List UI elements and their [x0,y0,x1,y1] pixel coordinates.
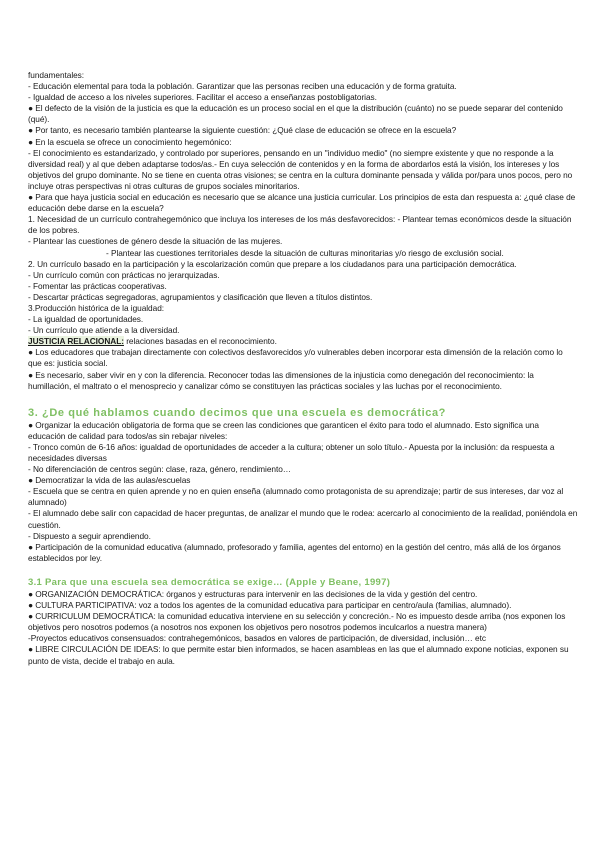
text-line: - El conocimiento es estandarizado, y controlado por superiores, pensando en un "individuo medio" (no siempre existente y que no responde a la diversidad real) y al que deben adaptarse todos/as.- En cuya selección de contenidos y en la forma de abordarlos está la visión, los intereses y los objetivos del grupo dominante. No se tiene en cuenta otras visiones; se centra en la cultura dominante pensada y válida por/para unos pocos, pero no incluye otras perspectivas ni otras culturas de grupos sociales minoritarios. [28,147,573,191]
text-line: ● En la escuela se ofrece un conocimiento hegemónico: [28,136,232,147]
text-line: 2. Un currículo basado en la participación y la escolarización común que prepare a los ciudadanos para una participación democrática. [28,258,517,269]
text-line: ● El defecto de la visión de la justicia es que la educación es un proceso social en el que la distribución (cuánto) no se puede separar del contenido (qué). [28,103,563,125]
text-line: - Tronco común de 6-16 años: igualdad de oportunidades de acceder a la cultura; obtener un solo título.- Apuesta por la inclusión: da respuesta a necesidades diversas [28,441,555,463]
text-line: - El alumnado debe salir con capacidad de hacer preguntas, de analizar el mundo que le rodea: acercarlo al conocimiento de la realidad, poniéndola en cuestión. [28,508,578,530]
text-line: ● Organizar la educación obligatoria de forma que se creen las condiciones que garanticen el éxito para todo el alumnado. Esto significa una educación de calidad para todos/as sin rebajar niveles: [28,419,539,441]
text-line: - Plantear las cuestiones de género desde la situación de las mujeres. [28,236,283,247]
text-line: ● Por tanto, es necesario también plantearse la siguiente cuestión: ¿Qué clase de educación se ofrece en la escuela? [28,125,457,136]
text-line: - Dispuesto a seguir aprendiendo. [28,530,151,541]
text-line: - Descartar prácticas segregadoras, agrupamientos y clasificación que lleven a títulos distintos. [28,291,373,302]
text-line: ● Democratizar la vida de las aulas/escuelas [28,475,191,486]
text-line: 1. Necesidad de un currículo contrahegemónico que incluya los intereses de los más desfavorecidos: - Plantear temas económicos desde la situación de los pobres. [28,214,572,236]
section-heading-3: 3. ¿De qué hablamos cuando decimos que una escuela es democrática? [28,406,446,419]
text-line: - Educación elemental para toda la población. Garantizar que las personas reciben una educación y de forma gratuita. [28,81,457,92]
spacer [28,392,578,406]
text-line: - La igualdad de oportunidades. [28,314,144,325]
text-line: ● Participación de la comunidad educativa (alumnado, profesorado y familia, agentes del entorno) en la gestión del centro, más allá de los órganos establecidos por ley. [28,541,561,563]
text-line: - Escuela que se centra en quien aprende y no en quien enseña (alumnado como protagonista de su aprendizaje; partir de sus intereses, dar voz al alumnado) [28,486,564,508]
text-line: ● Para que haya justicia social en educación es necesario que se alcance una justicia curricular. Los principios de esta dan respuesta a: ¿qué clase de educación debe darse en la escuela? [28,192,576,214]
text-line-indented: - Plantear las cuestiones territoriales desde la situación de culturas minoritarias y/o riesgo de exclusión social. [106,247,504,258]
relational-justice-term: JUSTICIA RELACIONAL: [28,336,124,347]
text-line: ● ORGANIZACIÓN DEMOCRÁTICA: órganos y estructuras para intervenir en las decisiones de la vida y gestión del centro. [28,588,478,599]
text-line: fundamentales: [28,70,85,80]
text-line: ● Los educadores que trabajan directamente con colectivos desfavorecidos y/o vulnerables deben incorporar esta dimensión de la relación como lo que es: justicia social. [28,347,563,369]
text-line: -Proyectos educativos consensuados: contrahegemónicos, basados en valores de participación, de diversidad, inclusión… etc [28,633,486,644]
text-line: - No diferenciación de centros según: clase, raza, género, rendimiento… [28,464,292,475]
text-line: - Un currículo que atiende a la diversidad. [28,325,180,336]
text-line: ● Es necesario, saber vivir en y con la diferencia. Reconocer todas las dimensiones de la injusticia como denegación del reconocimiento: la humillación, el maltrato o el menosprecio y canalizar cómo se constituyen las prácticas sociales y las luchas por el reconocimiento. [28,369,534,391]
section-heading-3-1: 3.1 Para que una escuela sea democrática se exige… (Apple y Beane, 1997) [28,576,391,588]
text-line: 3.Producción histórica de la igualdad: [28,302,165,313]
text-line: ● CURRICULUM DEMOCRÁTICA: la comunidad educativa interviene en su selección y concreción.- No es impuesto desde arriba (nos exponen los objetivos pero nosotros podemos (a nosotros nos exponen los objetivos pero nosotros podemos inculcarlos a nuestra manera) [28,611,566,633]
document-body [28,70,578,667]
text-line: - Fomentar las prácticas cooperativas. [28,280,167,291]
relational-justice-line [28,336,578,347]
text-line: ● CULTURA PARTICIPATIVA: voz a todos los agentes de la comunidad educativa para participar en centro/aula (familias, alumnado). [28,600,512,611]
text-line: - Un currículo común con prácticas no jerarquizadas. [28,269,220,280]
text-line: ● LIBRE CIRCULACIÓN DE IDEAS: lo que permite estar bien informados, se hacen asambleas en las que el alumnado expone noticias, exponen su punto de vista, decide el trabajo en aula. [28,644,569,666]
text-line: - Igualdad de acceso a los niveles superiores. Facilitar el acceso a enseñanzas postobligatorias. [28,92,377,103]
relational-justice-text: relaciones basadas en el reconocimiento. [123,336,277,347]
spacer [28,564,578,576]
